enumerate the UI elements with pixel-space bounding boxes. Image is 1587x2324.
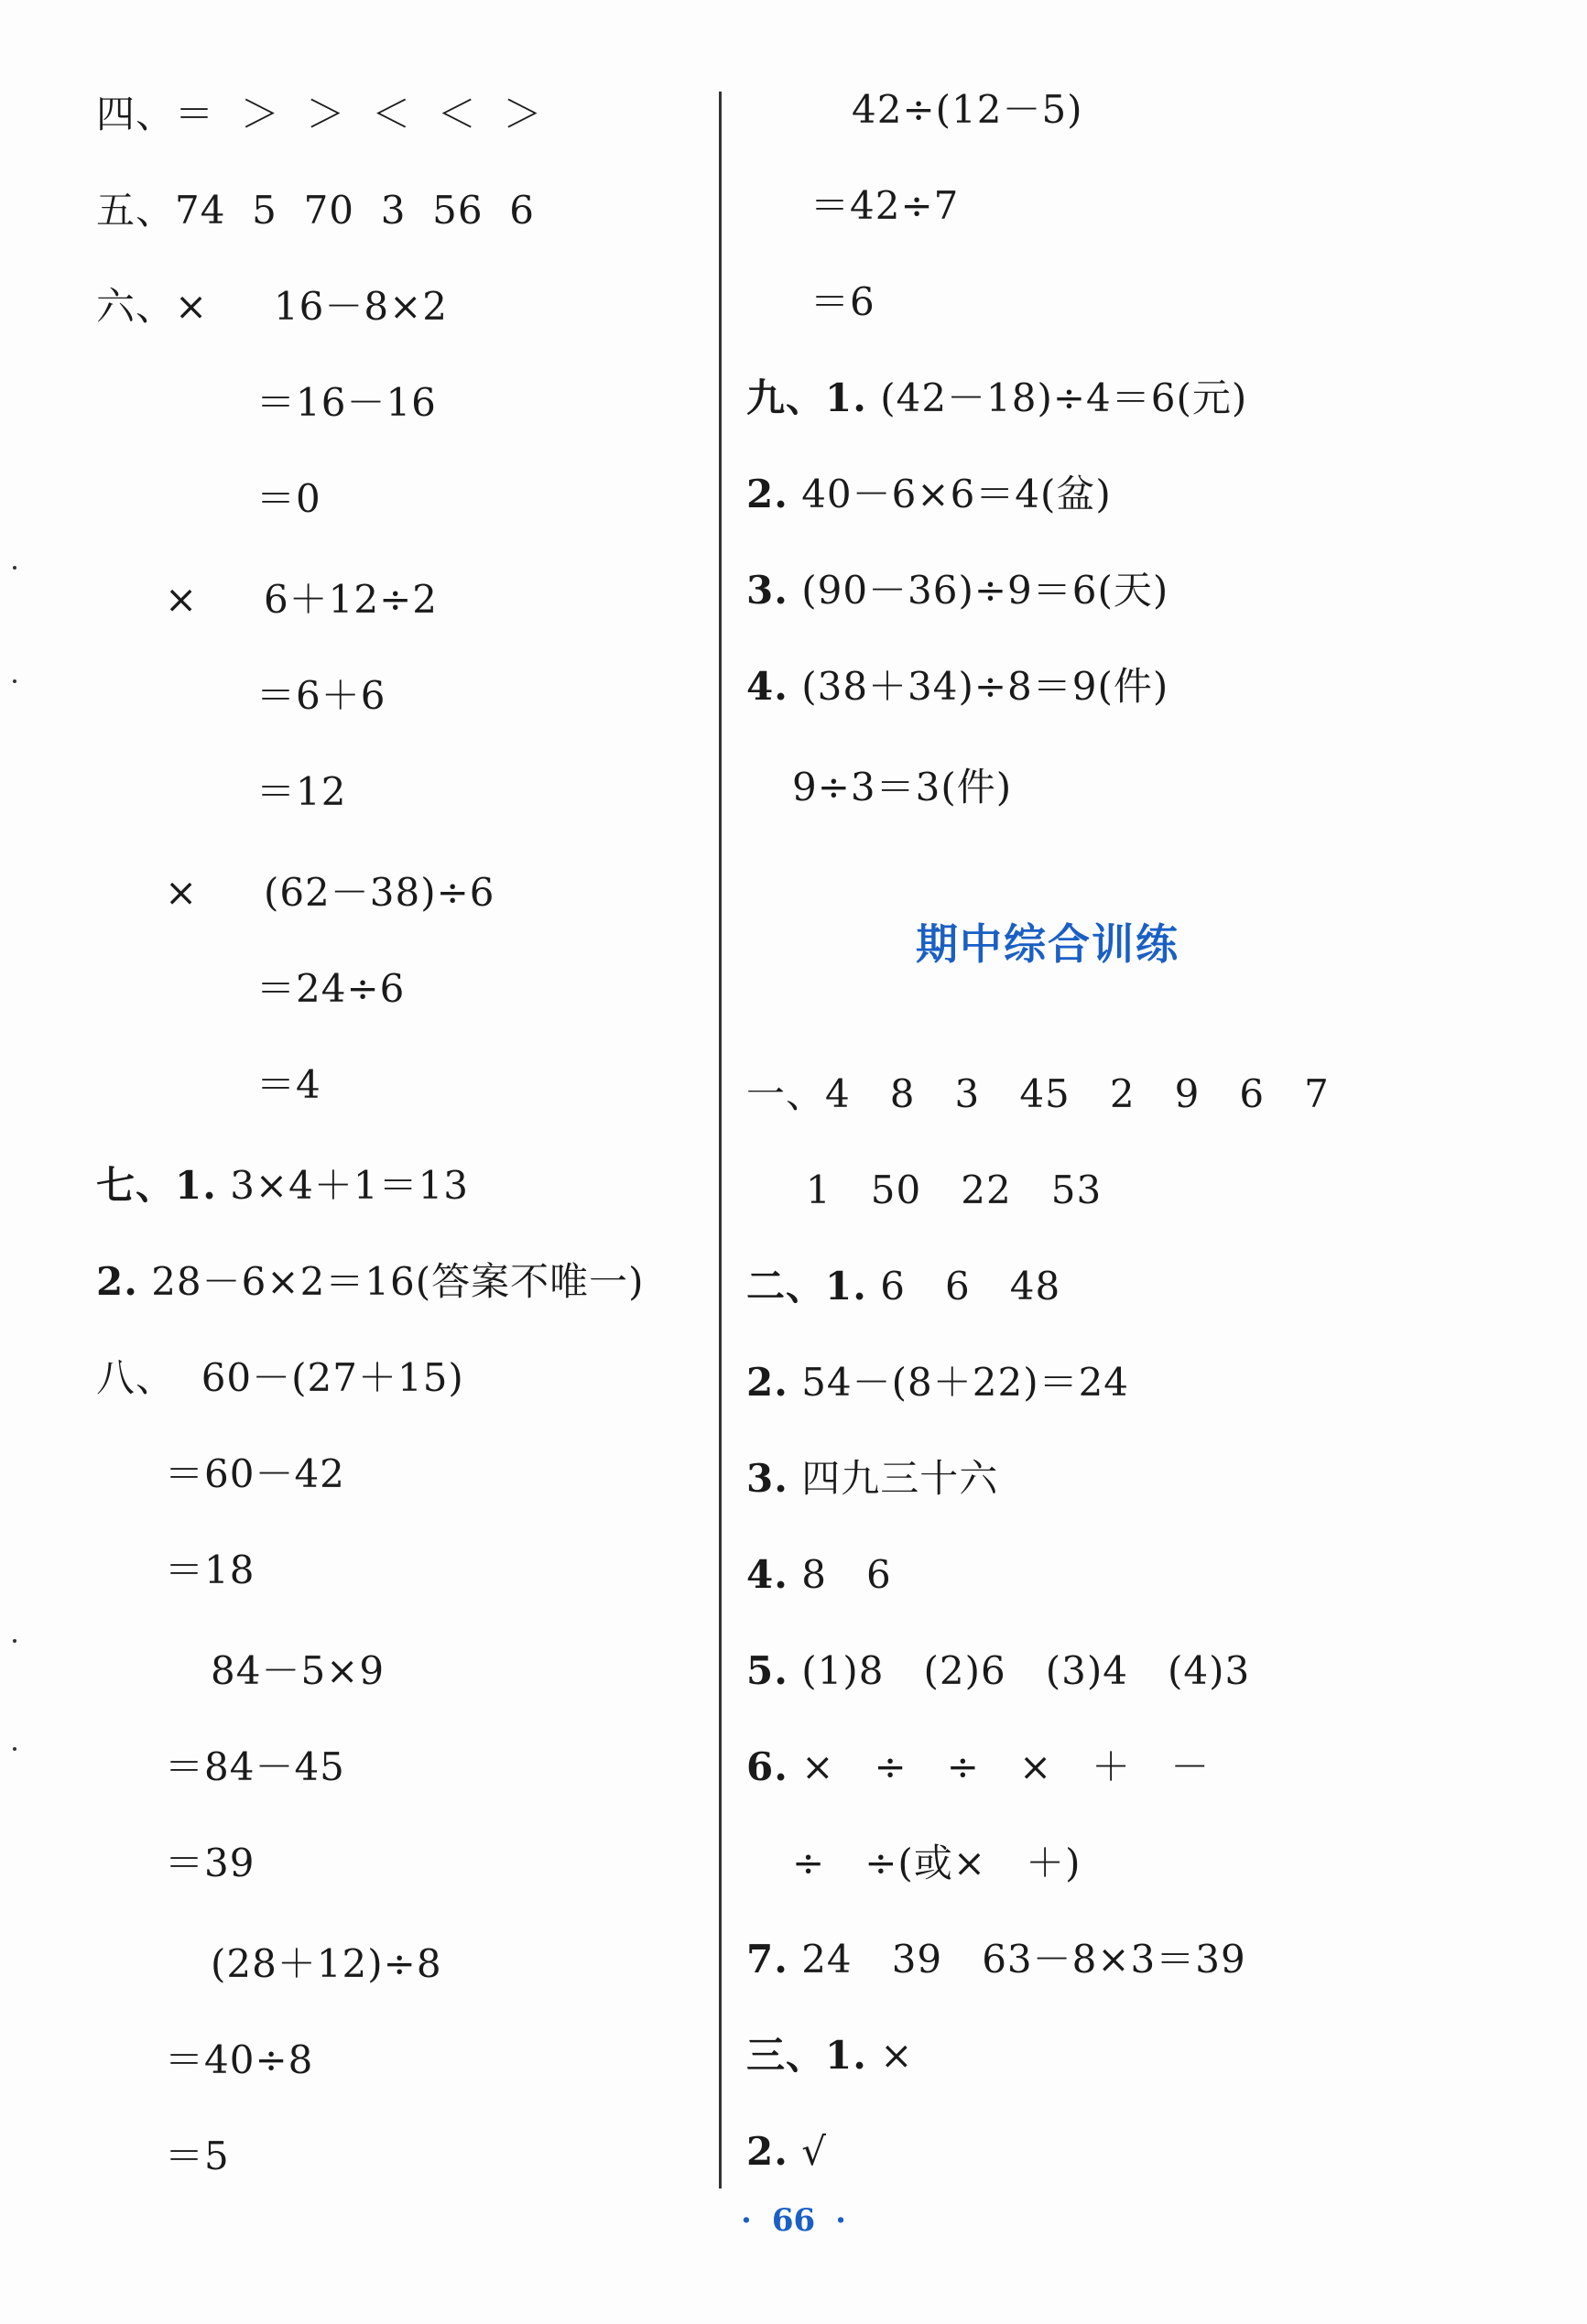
midterm-section-1-cont: 1 50 22 53 <box>806 1167 1103 1212</box>
calc-step: ＝4 <box>256 1062 321 1107</box>
calc-step: ＝39 <box>165 1841 255 1885</box>
midterm-section-2-item-2 <box>746 1355 1129 1410</box>
item-answer: 3×4＋1＝13 <box>216 1163 470 1208</box>
calc-line: 42÷(12－5) <box>852 87 1083 132</box>
page-number-dot-right: · <box>835 2202 846 2239</box>
item-number: 3. <box>746 568 788 613</box>
item-number: 2. <box>746 2129 788 2174</box>
midterm-section-2-item-6-cont: ÷ ÷(或× ＋) <box>792 1841 1082 1885</box>
answer-section-9-item-2 <box>746 467 1112 522</box>
item-number: 2. <box>746 1360 788 1405</box>
item-number: 3. <box>746 1456 788 1501</box>
item-answer: (38＋34)÷8＝9(件) <box>788 664 1169 709</box>
page-number-value: 66 <box>771 2202 816 2239</box>
answer-section-7-item-1 <box>96 1158 469 1213</box>
item-number: 7. <box>746 1937 788 1982</box>
calc-step: ＝42÷7 <box>810 183 960 228</box>
midterm-section-2-item-6 <box>746 1740 1210 1795</box>
item-number: 4. <box>746 1552 788 1597</box>
page-number <box>0 2202 1587 2239</box>
item-number: 4. <box>746 664 788 709</box>
item-number: 七、1. <box>96 1163 217 1208</box>
item-number: 6. <box>746 1744 788 1789</box>
item-answer: 24 39 63－8×3＝39 <box>788 1937 1246 1982</box>
calc-step: ＝5 <box>165 2134 230 2178</box>
answer-section-8-line: 八、 60－(27＋15) <box>96 1355 464 1400</box>
scan-speck <box>13 1747 16 1751</box>
scan-speck <box>13 1639 16 1643</box>
answer-section-7-item-2 <box>96 1254 645 1309</box>
item-answer: (42－18)÷4＝6(元) <box>866 375 1248 420</box>
item-answer: √ <box>788 2129 827 2174</box>
item-answer: 28－6×2＝16(答案不唯一) <box>137 1259 645 1304</box>
item-answer: × ÷ ÷ × ＋ － <box>788 1744 1211 1789</box>
calc-line: (28＋12)÷8 <box>211 1941 442 1986</box>
scan-speck <box>13 566 16 570</box>
answer-section-9-item-1 <box>746 371 1247 426</box>
calc-step: ＝12 <box>256 769 347 814</box>
item-answer: 40－6×6＝4(盆) <box>788 472 1112 516</box>
answer-section-9-item-4 <box>746 659 1169 714</box>
midterm-section-3-item-1 <box>746 2028 913 2083</box>
calc-step: ＝6 <box>810 279 875 324</box>
item-answer: 6 6 48 <box>866 1264 1061 1309</box>
answer-section-4: 四、＝ ＞ ＞ ＜ ＜ ＞ <box>96 92 543 136</box>
calc-line: 84－5×9 <box>211 1648 386 1693</box>
item-answer: 8 6 <box>788 1552 892 1597</box>
answer-section-9-item-3 <box>746 563 1169 618</box>
midterm-section-2-item-1 <box>746 1259 1060 1314</box>
midterm-section-2-item-3 <box>746 1451 998 1506</box>
calc-line: × (62－38)÷6 <box>165 870 495 915</box>
item-answer: 54－(8＋22)＝24 <box>788 1360 1130 1405</box>
item-answer: (1)8 (2)6 (3)4 (4)3 <box>788 1648 1251 1693</box>
midterm-section-2-item-4 <box>746 1548 892 1602</box>
column-divider <box>719 92 722 2188</box>
item-number: 二、1. <box>746 1264 867 1309</box>
item-number: 三、1. <box>746 2033 867 2078</box>
midterm-section-1: 一、4 8 3 45 2 9 6 7 <box>746 1071 1330 1116</box>
calc-step: ＝84－45 <box>165 1744 345 1789</box>
scan-speck <box>13 679 16 683</box>
calc-step: ＝40÷8 <box>165 2037 314 2082</box>
calc-step: ＝60－42 <box>165 1451 345 1496</box>
item-answer: × <box>866 2033 914 2078</box>
item-number: 2. <box>96 1259 138 1304</box>
answer-section-5: 五、74 5 70 3 56 6 <box>96 188 536 233</box>
midterm-section-3-item-2 <box>746 2124 827 2179</box>
section-title: 期中综合训练 <box>916 919 1179 969</box>
calc-step: ＝16－16 <box>256 380 437 425</box>
calc-line: 9÷3＝3(件) <box>792 765 1013 809</box>
calc-step: ＝6＋6 <box>256 673 386 718</box>
answer-section-6-line: 六、× 16－8×2 <box>96 284 449 329</box>
midterm-section-2-item-7 <box>746 1932 1246 1987</box>
calc-line: × 6＋12÷2 <box>165 577 439 622</box>
item-number: 九、1. <box>746 375 867 420</box>
item-number: 2. <box>746 472 788 516</box>
calc-step: ＝0 <box>256 476 321 521</box>
item-answer: 四九三十六 <box>788 1456 999 1501</box>
calc-step: ＝24÷6 <box>256 966 406 1011</box>
item-answer: (90－36)÷9＝6(天) <box>788 568 1169 613</box>
midterm-section-2-item-5 <box>746 1644 1250 1699</box>
item-number: 5. <box>746 1648 788 1693</box>
calc-step: ＝18 <box>165 1548 255 1592</box>
page-number-dot-left: · <box>740 2202 752 2239</box>
